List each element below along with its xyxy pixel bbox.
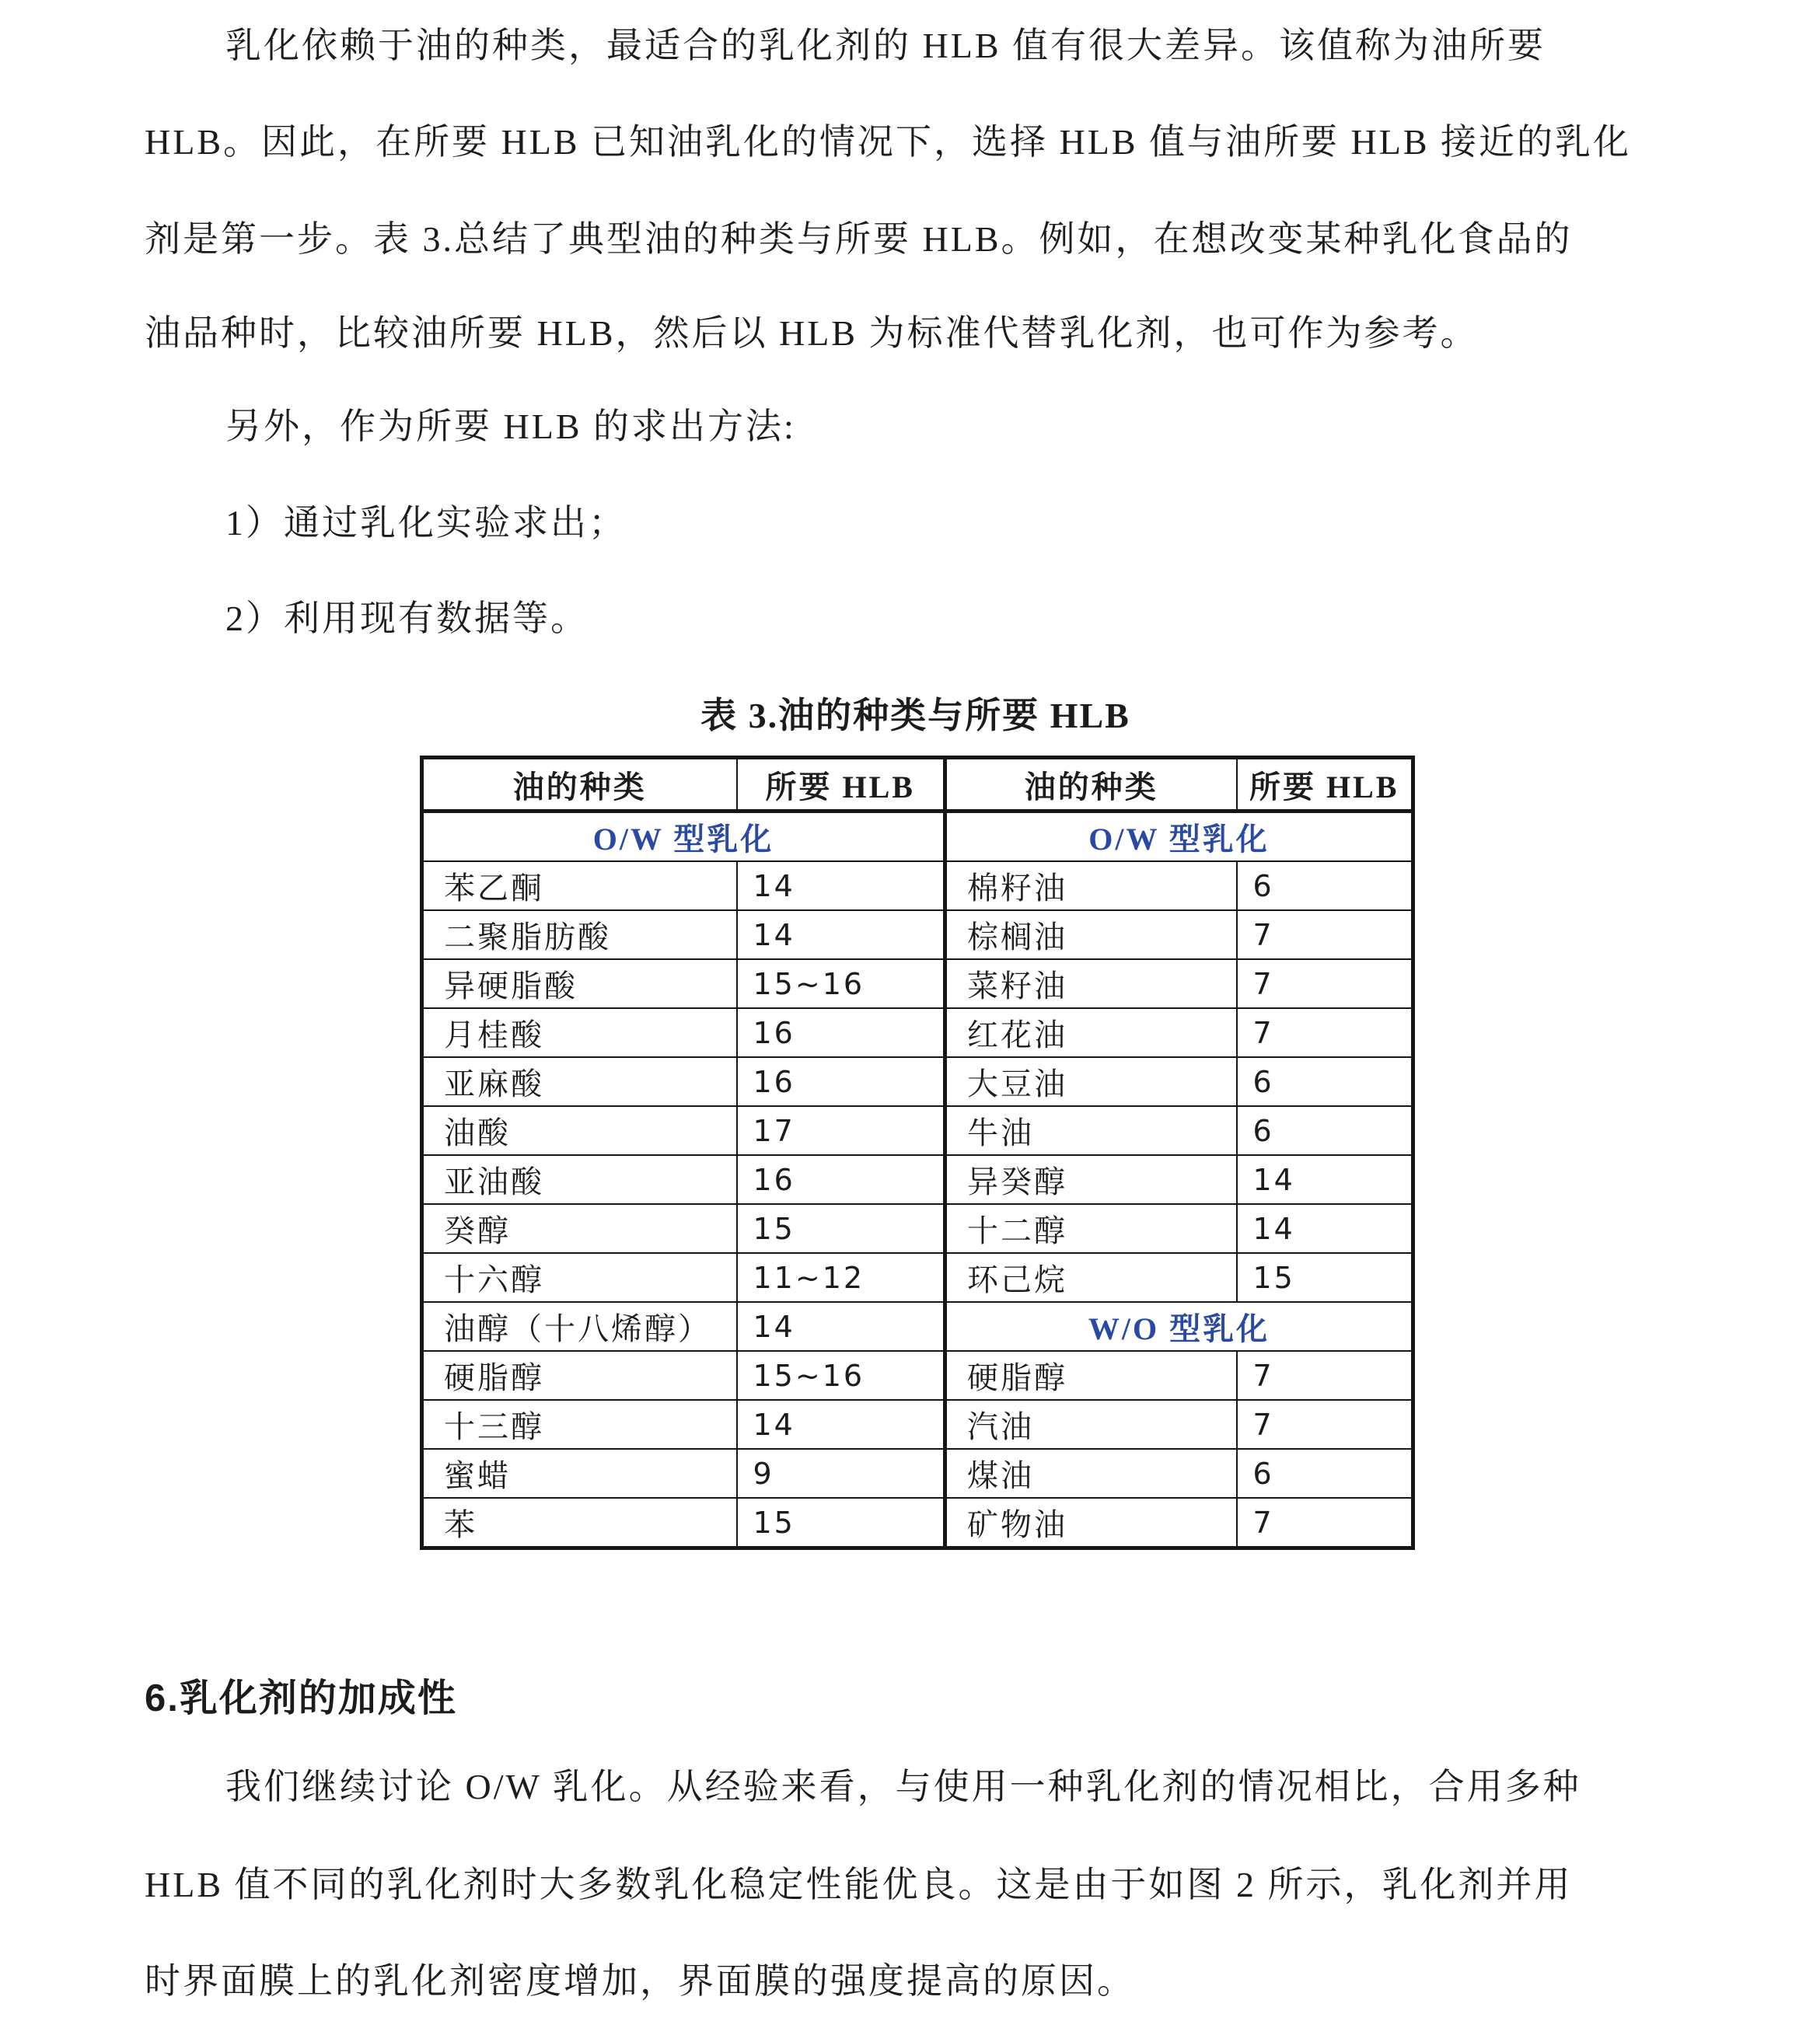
oil-name: 矿物油 [945,1498,1237,1548]
oil-name: 煤油 [945,1449,1237,1498]
oil-name: 硬脂醇 [422,1351,737,1400]
oil-name: 癸醇 [422,1204,737,1253]
oil-name: 硬脂醇 [945,1351,1237,1400]
paragraph-line: 乳化依赖于油的种类，最适合的乳化剂的 HLB 值有很大差异。该值称为油所要 [225,26,1546,65]
table-row [422,959,1413,1008]
hlb-value: 11~12 [737,1253,945,1302]
table-row [422,1204,1413,1253]
hlb-value: 7 [1237,1008,1413,1057]
oil-name: 棉籽油 [945,861,1237,910]
oil-name: 油酸 [422,1106,737,1155]
table-row [422,1106,1413,1155]
hlb-value: 15 [737,1498,945,1548]
oil-name: 环己烷 [945,1253,1237,1302]
hlb-value: 7 [1237,1498,1413,1548]
oil-name: 汽油 [945,1400,1237,1449]
oil-name: 异癸醇 [945,1155,1237,1204]
hlb-value: 6 [1237,1449,1413,1498]
oil-name: 亚油酸 [422,1155,737,1204]
table-row [422,1400,1413,1449]
paragraph-line: 我们继续讨论 O/W 乳化。从经验来看，与使用一种乳化剂的情况相比，合用多种 [225,1767,1581,1806]
table-row [422,1253,1413,1302]
table-row [422,1449,1413,1498]
table-row [422,1057,1413,1106]
table-row [422,910,1413,959]
paragraph-line: 剂是第一步。表 3.总结了典型油的种类与所要 HLB。例如，在想改变某种乳化食品的 [145,219,1573,259]
oil-name: 大豆油 [945,1057,1237,1106]
list-item: 2）利用现有数据等。 [225,599,589,638]
hlb-value: 14 [737,1400,945,1449]
hlb-value: 7 [1237,1400,1413,1449]
hlb-value: 15 [1237,1253,1413,1302]
oil-name: 十二醇 [945,1204,1237,1253]
hlb-value: 14 [1237,1155,1413,1204]
table-row [422,861,1413,910]
table-row [422,1351,1413,1400]
paragraph-line: HLB。因此，在所要 HLB 已知油乳化的情况下，选择 HLB 值与油所要 HLB 接近的乳化 [145,122,1631,162]
hlb-value: 15 [737,1204,945,1253]
column-header: 所要 HLB [1237,758,1413,812]
table-row [422,1302,1413,1351]
hlb-value: 14 [737,861,945,910]
oil-name: 十三醇 [422,1400,737,1449]
hlb-value: 7 [1237,910,1413,959]
hlb-value: 6 [1237,1106,1413,1155]
column-header: 油的种类 [945,758,1237,812]
oil-name: 二聚脂肪酸 [422,910,737,959]
hlb-value: 16 [737,1057,945,1106]
hlb-value: 7 [1237,1351,1413,1400]
column-header: 油的种类 [422,758,737,812]
oil-name: 亚麻酸 [422,1057,737,1106]
paragraph-line: HLB 值不同的乳化剂时大多数乳化稳定性能优良。这是由于如图 2 所示，乳化剂并用 [145,1865,1573,1904]
hlb-value: 6 [1237,1057,1413,1106]
hlb-value: 14 [1237,1204,1413,1253]
hlb-value: 16 [737,1155,945,1204]
table-row [422,1498,1413,1548]
table-header-row [422,758,1413,812]
oil-name: 苯 [422,1498,737,1548]
paragraph-line: 时界面膜上的乳化剂密度增加，界面膜的强度提高的原因。 [145,1961,1135,2001]
oil-name: 棕榈油 [945,910,1237,959]
hlb-value: 6 [1237,861,1413,910]
oil-name: 苯乙酮 [422,861,737,910]
table-row [422,1008,1413,1057]
group-label-ow-right: O/W 型乳化 [945,812,1413,862]
hlb-value: 7 [1237,959,1413,1008]
hlb-value: 9 [737,1449,945,1498]
group-label-ow-left: O/W 型乳化 [422,812,945,862]
paragraph-line: 油品种时，比较油所要 HLB，然后以 HLB 为标准代替乳化剂，也可作为参考。 [145,313,1479,353]
oil-name: 红花油 [945,1008,1237,1057]
paragraph-line: 另外，作为所要 HLB 的求出方法: [225,407,796,446]
hlb-table [420,756,1411,1550]
hlb-value: 14 [737,1302,945,1351]
oil-name: 蜜蜡 [422,1449,737,1498]
oil-name: 牛油 [945,1106,1237,1155]
oil-name: 油醇（十八烯醇） [422,1302,737,1351]
list-item: 1）通过乳化实验求出； [225,503,627,543]
section-heading: 6.乳化剂的加成性 [145,1677,457,1719]
oil-name: 月桂酸 [422,1008,737,1057]
table-caption: 表 3.油的种类与所要 HLB [700,696,1130,735]
oil-name: 菜籽油 [945,959,1237,1008]
group-row [422,812,1413,862]
group-label-wo: W/O 型乳化 [945,1302,1413,1351]
hlb-value: 16 [737,1008,945,1057]
table-row [422,1155,1413,1204]
hlb-value: 15~16 [737,959,945,1008]
hlb-value: 14 [737,910,945,959]
hlb-value: 15~16 [737,1351,945,1400]
column-header: 所要 HLB [737,758,945,812]
hlb-value: 17 [737,1106,945,1155]
oil-name: 异硬脂酸 [422,959,737,1008]
oil-name: 十六醇 [422,1253,737,1302]
